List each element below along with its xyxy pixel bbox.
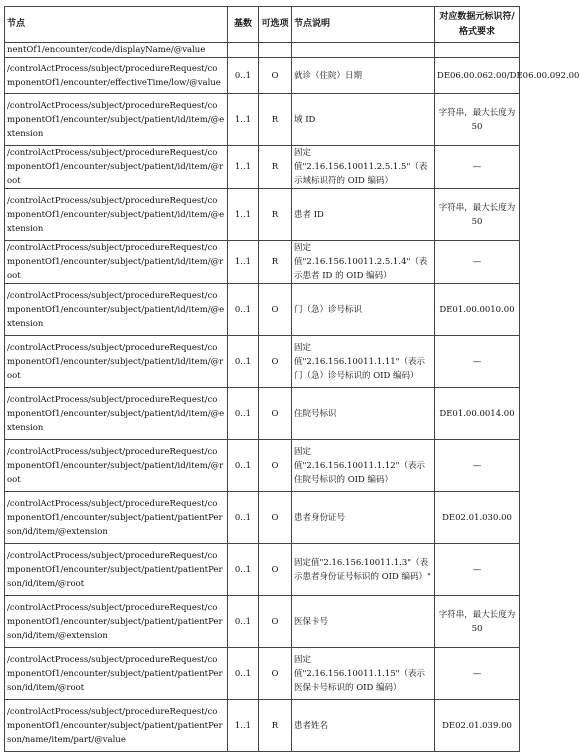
cell-optional: R: [259, 94, 292, 146]
cell-optional: O: [259, 544, 292, 596]
cell-desc: 固定值"2.16.156.10011.2.5.1.5"（表示域标识符的 OID 编码）: [292, 146, 435, 189]
cell-optional: R: [259, 146, 292, 189]
cell-format: —: [435, 440, 520, 492]
cell-optional: R: [259, 700, 292, 752]
cell-desc: 域 ID: [292, 94, 435, 146]
cell-base: 0..1: [228, 336, 259, 388]
cell-base: 1..1: [228, 700, 259, 752]
table-row: [5, 94, 520, 146]
cell-base: 0..1: [228, 492, 259, 544]
cell-format: 字符串，最大长度为 50: [435, 596, 520, 648]
cell-format: —: [435, 146, 520, 189]
cell-format: —: [435, 336, 520, 388]
cell-desc: 固定值"2.16.156.10011.1.11"（表示门（急）诊号标识的 OID 编码）: [292, 336, 435, 388]
table-row: [5, 700, 520, 752]
cell-node: /controlActProcess/subject/procedureRequest/componentOf1/encounter/subject/patient/id/item/@extension: [5, 284, 228, 336]
cell-format: —: [435, 544, 520, 596]
header-optional: 可选项: [259, 7, 292, 43]
cell-node: /controlActProcess/subject/procedureRequest/componentOf1/encounter/subject/patient/id/item/@extension: [5, 388, 228, 440]
cell-format: DE02.01.039.00: [435, 700, 520, 752]
cell-node: /controlActProcess/subject/procedureRequest/componentOf1/encounter/subject/patient/patientPerson/id/item/@root: [5, 648, 228, 700]
table-row: [5, 388, 520, 440]
cell-desc: 固定值"2.16.156.10011.1.3"（表示患者身份证号标识的 OID 编码）": [292, 544, 435, 596]
table-row: [5, 336, 520, 388]
cell-base: [228, 43, 259, 58]
cell-desc: 固定值"2.16.156.10011.1.12"（表示住院号标识的 OID 编码）: [292, 440, 435, 492]
cell-node: /controlActProcess/subject/procedureRequest/componentOf1/encounter/subject/patient/patientPerson/name/item/part/@value: [5, 700, 228, 752]
cell-base: 0..1: [228, 284, 259, 336]
cell-optional: O: [259, 388, 292, 440]
header-base: 基数: [228, 7, 259, 43]
cell-node: /controlActProcess/subject/procedureRequest/componentOf1/encounter/subject/patient/id/item/@extension: [5, 189, 228, 241]
cell-node: /controlActProcess/subject/procedureRequest/componentOf1/encounter/subject/patient/id/item/@extension: [5, 94, 228, 146]
cell-desc: 门（急）诊号标识: [292, 284, 435, 336]
cell-desc: 固定值"2.16.156.10011.2.5.1.4"（表示患者 ID 的 OID 编码）: [292, 241, 435, 284]
header-row: [5, 7, 520, 43]
cell-optional: [259, 43, 292, 58]
cell-format: —: [435, 648, 520, 700]
cell-base: 1..1: [228, 146, 259, 189]
cell-optional: O: [259, 596, 292, 648]
cell-node: /controlActProcess/subject/procedureRequest/componentOf1/encounter/subject/patient/patientPerson/id/item/@extension: [5, 596, 228, 648]
cell-base: 0..1: [228, 58, 259, 94]
table-row: [5, 648, 520, 700]
cell-base: 1..1: [228, 241, 259, 284]
cell-base: 1..1: [228, 94, 259, 146]
table-row: [5, 241, 520, 284]
header-format: 对应数据元标识符/格式要求: [435, 7, 520, 43]
cell-node: /controlActProcess/subject/procedureRequest/componentOf1/encounter/subject/patient/id/item/@root: [5, 440, 228, 492]
cell-desc: 住院号标识: [292, 388, 435, 440]
cell-optional: O: [259, 648, 292, 700]
cell-desc: [292, 43, 435, 58]
cell-optional: O: [259, 284, 292, 336]
cell-base: 0..1: [228, 648, 259, 700]
header-node: 节点: [5, 7, 228, 43]
cell-format: 字符串，最大长度为 50: [435, 94, 520, 146]
cell-base: 0..1: [228, 596, 259, 648]
table-row: [5, 43, 520, 58]
cell-node: /controlActProcess/subject/procedureRequest/componentOf1/encounter/subject/patient/id/item/@root: [5, 336, 228, 388]
cell-optional: O: [259, 440, 292, 492]
cell-node: /controlActProcess/subject/procedureRequest/componentOf1/encounter/effectiveTime/low/@value: [5, 58, 228, 94]
cell-desc: 医保卡号: [292, 596, 435, 648]
cell-optional: R: [259, 241, 292, 284]
cell-format: —: [435, 241, 520, 284]
cell-optional: O: [259, 492, 292, 544]
cell-format: DE06.00.062.00/DE06.00.092.00: [435, 58, 520, 94]
spec-table: [4, 6, 579, 752]
table-row: [5, 492, 520, 544]
cell-desc: 固定值"2.16.156.10011.1.15"（表示医保卡号标识的 OID 编码）: [292, 648, 435, 700]
cell-base: 0..1: [228, 388, 259, 440]
cell-format: 字符串，最大长度为 50: [435, 189, 520, 241]
table-row: [5, 189, 520, 241]
cell-node: /controlActProcess/subject/procedureRequest/componentOf1/encounter/subject/patient/id/item/@root: [5, 146, 228, 189]
table-row: [5, 440, 520, 492]
cell-base: 0..1: [228, 544, 259, 596]
table-row: [5, 284, 520, 336]
cell-node: nentOf1/encounter/code/displayName/@value: [5, 43, 228, 58]
cell-optional: O: [259, 58, 292, 94]
cell-optional: R: [259, 189, 292, 241]
cell-format: DE01.00.0014.00: [435, 388, 520, 440]
table-row: [5, 596, 520, 648]
cell-desc: 就诊（住院）日期: [292, 58, 435, 94]
cell-format: [435, 43, 520, 58]
table-row: [5, 544, 520, 596]
cell-node: /controlActProcess/subject/procedureRequest/componentOf1/encounter/subject/patient/id/item/@root: [5, 241, 228, 284]
cell-format: DE02.01.030.00: [435, 492, 520, 544]
cell-node: /controlActProcess/subject/procedureRequest/componentOf1/encounter/subject/patient/patientPerson/id/item/@root: [5, 544, 228, 596]
table-row: [5, 58, 520, 94]
table-row: [5, 146, 520, 189]
cell-node: /controlActProcess/subject/procedureRequest/componentOf1/encounter/subject/patient/patientPerson/id/item/@extension: [5, 492, 228, 544]
cell-desc: 患者姓名: [292, 700, 435, 752]
cell-format: DE01.00.0010.00: [435, 284, 520, 336]
cell-desc: 患者 ID: [292, 189, 435, 241]
cell-base: 0..1: [228, 440, 259, 492]
cell-optional: O: [259, 336, 292, 388]
cell-desc: 患者身份证号: [292, 492, 435, 544]
header-desc: 节点说明: [292, 7, 435, 43]
cell-base: 1..1: [228, 189, 259, 241]
